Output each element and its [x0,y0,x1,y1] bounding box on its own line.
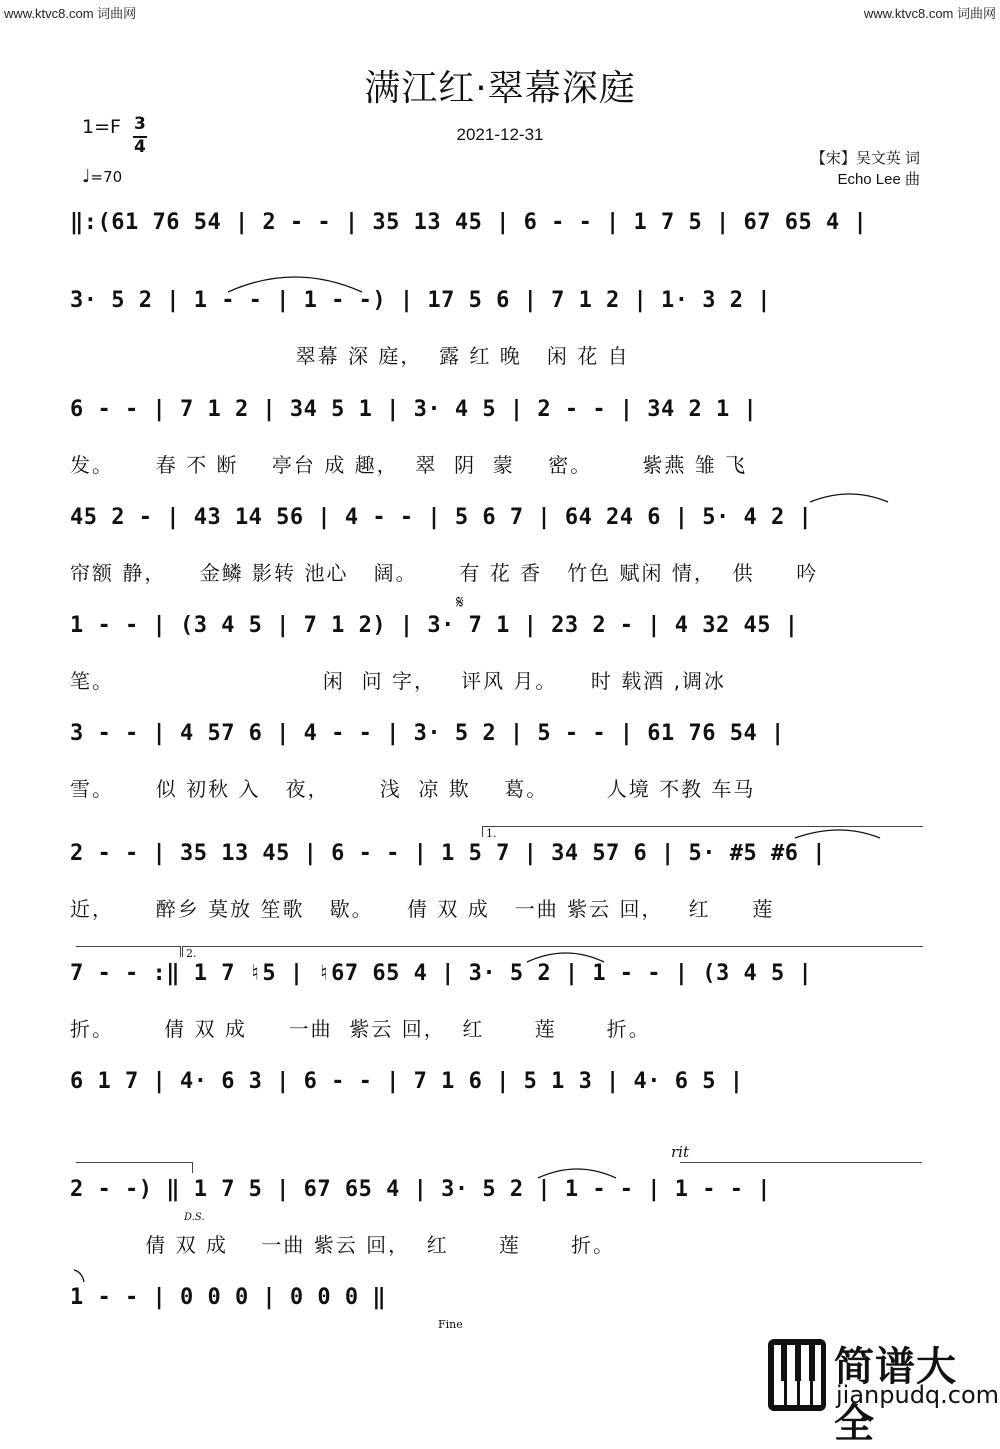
lyrics-line: 发。 春 不 断 亭台 成 趣， 翠 阴 蒙 密。 紫燕 雏 飞 [70,453,748,477]
jianpu-logo [766,1335,1000,1447]
lyrics-line: 折。 倩 双 成 一曲 紫云 回， 红 莲 折。 [70,1017,651,1041]
logo-url: jianpudq.com [836,1381,1000,1409]
notation-line: 3 - - | 4 57 6 | 4 - - | 3· 5 2 | 5 - - | 61 76 54 | [70,721,785,746]
lyrics-line: 笔。 闲 问 字， 评风 月。 时 载酒 ,调冰 [70,669,726,693]
slur-tie [74,1270,84,1282]
rit-marking: rit [671,1143,689,1161]
segno-icon: 𝄋 [456,592,464,613]
composer-credit: Echo Lee 曲 [837,171,920,188]
tempo-value: =70 [90,168,123,186]
lyrics-line: 帘额 静， 金鳞 影转 池心 阔。 有 花 香 竹色 赋闲 情， 供 吟 [70,561,819,585]
lyrics-line: 雪。 似 初秋 入 夜， 浅 凉 欺 葛。 人境 不教 车马 [70,777,756,801]
slur-tie [810,494,888,502]
ds-marking: D.S. [184,1212,205,1223]
slur-tie [527,953,604,962]
slur-tie [795,830,880,838]
time-signature-bottom: 4 [134,137,146,157]
notation-line: ‖:(61 76 54 | 2 - - | 35 13 45 | 6 - - | 1 7 5 | 67 65 4 | [70,210,868,235]
header-site-right: www.ktvc8.com 词曲网 [863,6,996,21]
lyrics-line: 近， 醉乡 莫放 笙歌 歇。 倩 双 成 一曲 紫云 回， 红 莲 [70,897,775,921]
notation-line: 1 - - | 0 0 0 | 0 0 0 ‖ [70,1285,387,1310]
header-site-left: www.ktvc8.com 词曲网 [4,6,137,21]
slur-tie [228,277,362,292]
song-title: 满江红·翠幕深庭 [364,68,636,109]
notation-line: 2 - -) ‖ 1 7 5 | 67 65 4 | 3· 5 2 | 1 - - | 1 - - | [70,1177,772,1202]
notation-line: 1 - - | (3 4 5 | 7 1 2) | 3· 7 1 | 23 2 - | 4 32 45 | [70,613,799,638]
fine-marking: Fine [438,1318,463,1331]
key-signature: 1=F [82,116,121,138]
lyrics-line: 翠幕 深 庭， 露 红 晚 闲 花 自 [70,344,630,368]
time-signature-top: 3 [134,114,146,134]
lyrics-line: 倩 双 成 一曲 紫云 回， 红 莲 折。 [70,1233,616,1257]
notation-line: 6 - - | 7 1 2 | 34 5 1 | 3· 4 5 | 2 - - | 34 2 1 | [70,397,758,422]
first-ending-label: 1. [486,827,497,840]
notation-line: 7 - - :‖ 1 7 ♮5 | ♮67 65 4 | 3· 5 2 | 1 - - | (3 4 5 | [70,961,813,986]
second-ending-label: 2. [186,947,197,960]
slur-tie [538,1169,616,1178]
notation-line: 2 - - | 35 13 45 | 6 - - | 1 5 7 | 34 57 6 | 5· #5 #6 | [70,841,826,866]
notation-line: 45 2 - | 43 14 56 | 4 - - | 5 6 7 | 64 24 6 | 5· 4 2 | [70,505,813,530]
quarter-note-icon: ♩ [82,166,91,187]
logo-name: 简谱大全 [834,1344,957,1447]
notation-line: 6 1 7 | 4· 6 3 | 6 - - | 7 1 6 | 5 1 3 | 4· 6 5 | [70,1069,744,1094]
lyricist-credit: 【宋】吴文英 词 [810,150,920,167]
song-date: 2021-12-31 [456,125,544,144]
notation-line: 3· 5 2 | 1 - - | 1 - -) | 17 5 6 | 7 1 2 | 1· 3 2 | [70,288,772,313]
piano-keys-icon [766,1335,828,1415]
